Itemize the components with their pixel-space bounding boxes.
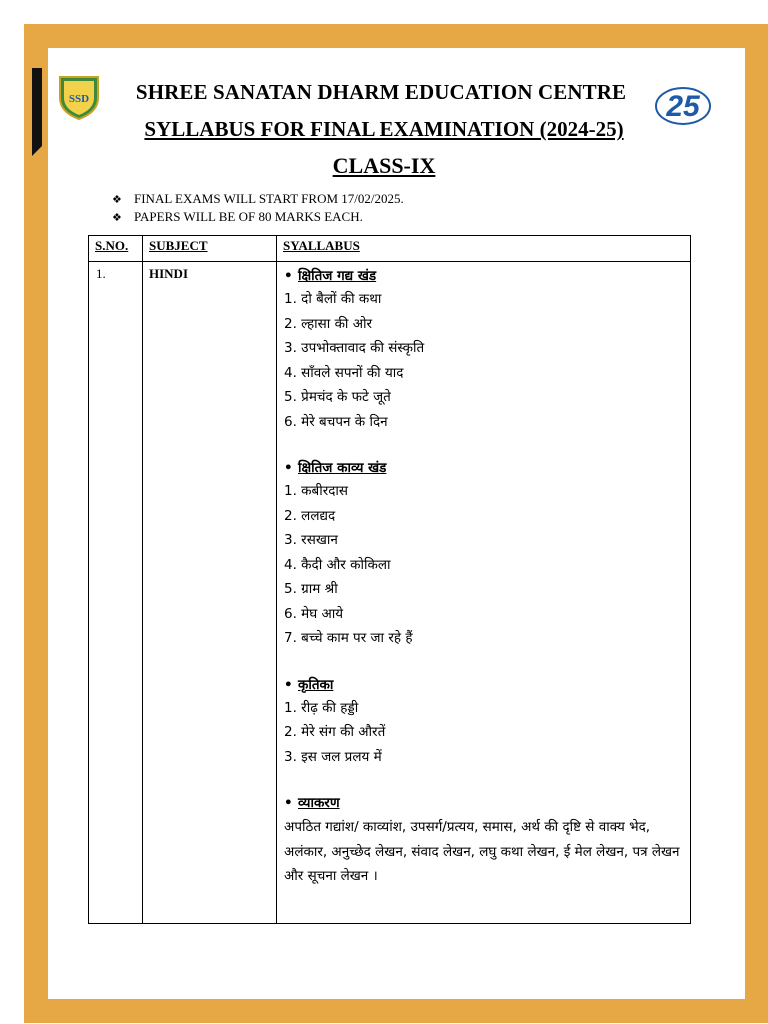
syllabus-title: SYLLABUS FOR FINAL EXAMINATION (2024-25) xyxy=(144,117,624,141)
row-sno: 1. xyxy=(89,262,143,924)
section-heading: • क्षितिज गद्य खंड xyxy=(284,268,377,284)
class-title: CLASS-IX xyxy=(332,153,436,178)
list-item: 4. कैदी और कोकिला xyxy=(284,556,391,573)
exam-notes xyxy=(112,190,404,226)
diamond-bullet-icon: ❖ xyxy=(112,194,122,206)
list-item: 3. उपभोक्तावाद की संस्कृति xyxy=(284,340,425,356)
list-item: 2. मेरे संग की औरतें xyxy=(284,724,386,740)
anniversary-number: 25 xyxy=(666,90,700,123)
list-item: 1. रीढ़ की हड्डी xyxy=(284,699,359,716)
table-header-row xyxy=(89,236,691,262)
list-item: 1. कबीरदास xyxy=(284,483,349,499)
list-item: 6. मेघ आये xyxy=(284,605,344,622)
row-subject: HINDI xyxy=(143,262,277,924)
list-item: 7. बच्चे काम पर जा रहे हैं xyxy=(284,630,413,646)
list-item: 1. दो बैलों की कथा xyxy=(284,291,382,307)
section-heading: • क्षितिज काव्य खंड xyxy=(284,460,387,476)
list-item: 2. ल्हासा की ओर xyxy=(284,315,373,332)
grammar-paragraph: अपठित गद्यांश/ काव्यांश, उपसर्ग/प्रत्यय, समास, अर्थ की दृष्टि से वाक्य भेद, अलंकार, अनुच्छेद लेखन, संवाद लेखन, लघु कथा लेखन, ई मेल लेखन, पत्र लेखन और सूचना लेखन । xyxy=(284,819,680,884)
note-item: ❖ PAPERS WILL BE OF 80 MARKS EACH. xyxy=(112,208,404,226)
list-item: 4. साँवले सपनों की याद xyxy=(284,364,404,381)
header-sno: S.NO. xyxy=(89,236,143,262)
list-item: 6. मेरे बचपन के दिन xyxy=(284,413,388,430)
section-heading: • कृतिका xyxy=(284,676,334,693)
list-item: 5. प्रेमचंद के फटे जूते xyxy=(284,389,391,405)
row-syllabus xyxy=(277,262,691,924)
school-name: SHREE SANATAN DHARM EDUCATION CENTRE xyxy=(135,80,627,104)
header-subject: SUBJECT xyxy=(143,236,277,262)
logo-text: SSD xyxy=(68,93,90,105)
note-item: ❖ FINAL EXAMS WILL START FROM 17/02/2025. xyxy=(112,190,404,208)
header-syllabus: SYALLABUS xyxy=(277,236,691,262)
list-item: 3. इस जल प्रलय में xyxy=(284,748,382,765)
section-heading: • व्याकरण xyxy=(284,795,340,811)
list-item: 2. ललद्यद xyxy=(284,507,336,524)
syllabus-table xyxy=(88,235,691,924)
table-row xyxy=(89,262,691,924)
diamond-bullet-icon: ❖ xyxy=(112,212,122,224)
list-item: 3. रसखान xyxy=(284,532,338,548)
list-item: 5. ग्राम श्री xyxy=(284,581,338,597)
